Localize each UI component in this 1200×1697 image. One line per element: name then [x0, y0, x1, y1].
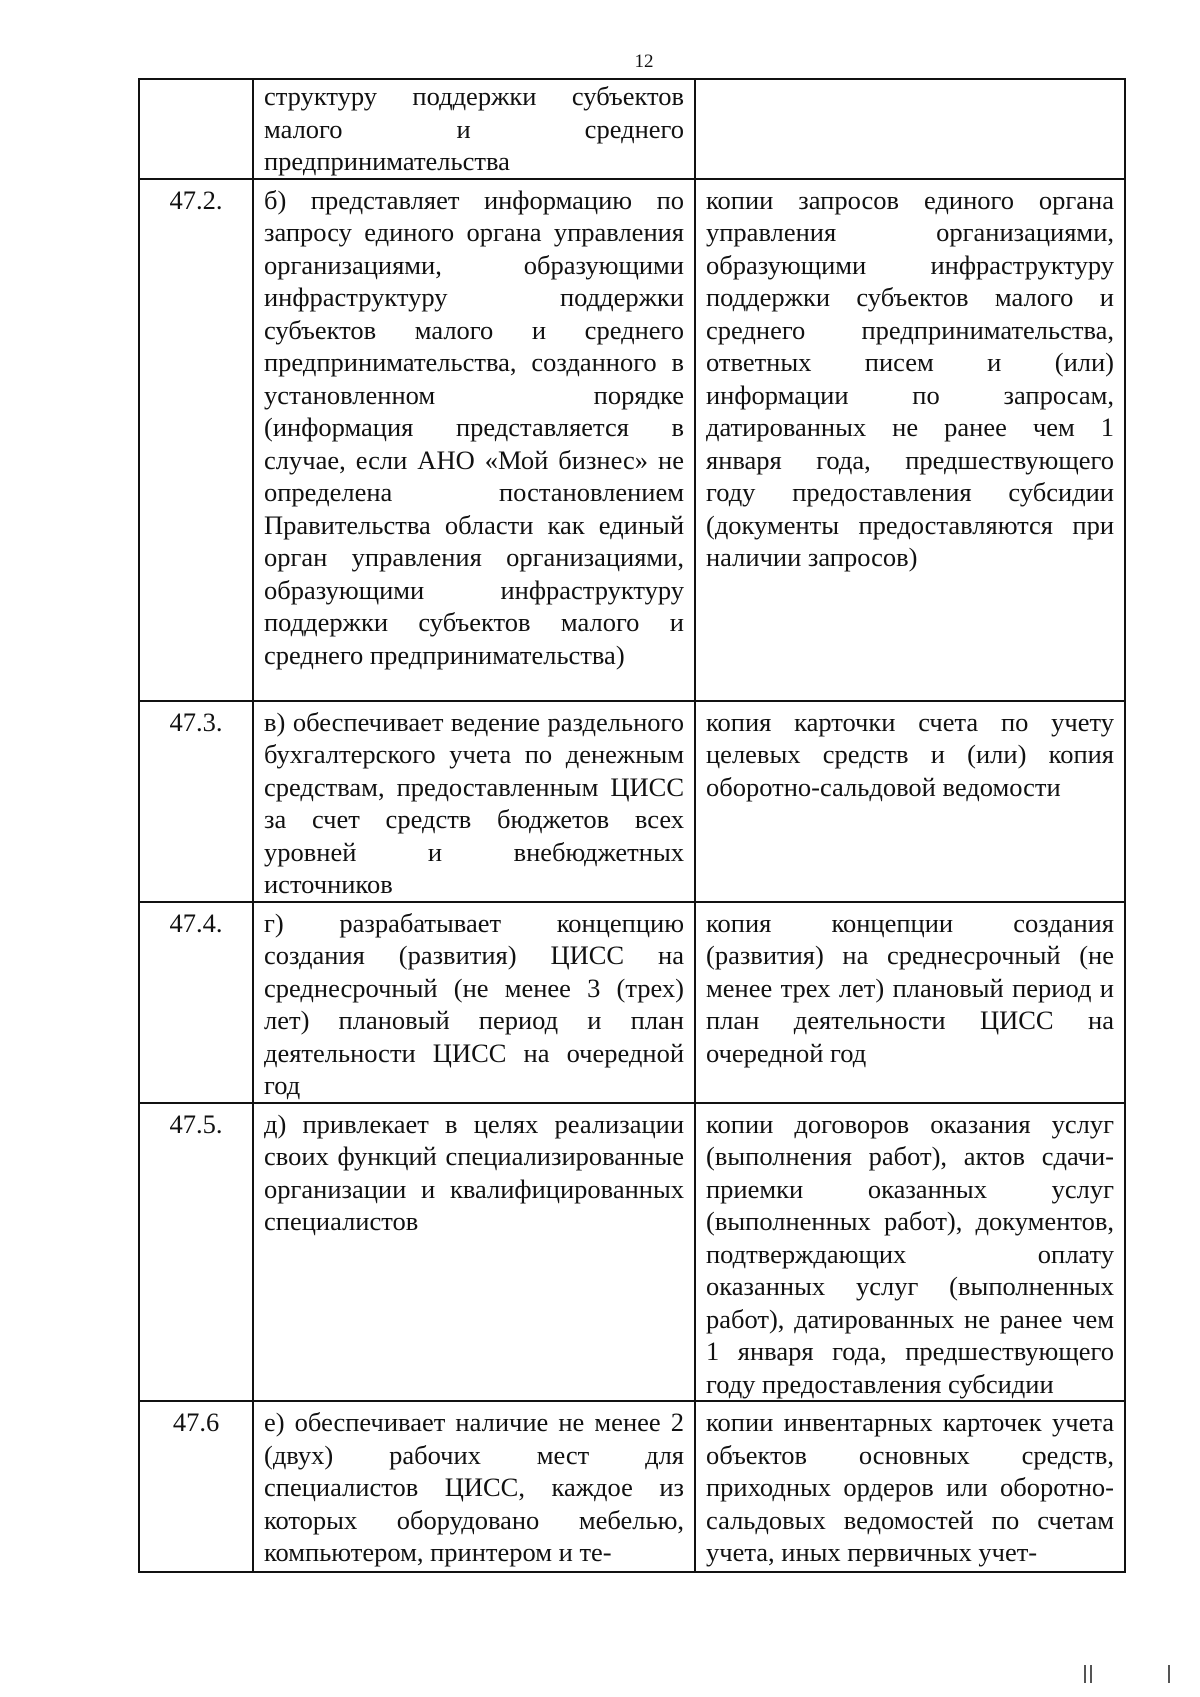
- documents-text: копия концепции создания (развития) на среднесрочный (не менее трех лет) плановый период и план деятельности ЦИСС на очередной год: [695, 902, 1125, 1103]
- page-number: 12: [634, 51, 654, 72]
- scan-artifact: [1090, 1665, 1092, 1683]
- requirement-text: г) разрабатывает концепцию создания (развития) ЦИСС на среднесрочный (не менее 3 (трех) лет) плановый период и план деятельности ЦИСС на очередной год: [253, 902, 695, 1103]
- scan-artifact: [1168, 1665, 1170, 1683]
- item-number: 47.2.: [139, 179, 253, 701]
- item-number: [139, 79, 253, 179]
- item-number: 47.4.: [139, 902, 253, 1103]
- requirement-text: структуру поддержки субъектов малого и среднего предпринимательства: [253, 79, 695, 179]
- documents-text: [695, 79, 1125, 179]
- requirement-text: д) привлекает в целях реализации своих функций специализированные организации и квалифицированных специалистов: [253, 1103, 695, 1402]
- requirements-table: [138, 78, 1126, 1573]
- table-row: [139, 179, 1125, 701]
- item-number: 47.3.: [139, 701, 253, 902]
- requirement-text: б) представляет информацию по запросу единого органа управления организациями, образующими инфраструктуру поддержки субъектов малого и среднего предпринимательства, созданного в установленном порядке (информация представляется в случае, если АНО «Мой бизнес» не определена постановлением Правительства области как единый орган управления организациями, образующими инфраструктуру поддержки субъектов малого и среднего предпринимательства): [253, 179, 695, 701]
- table-row: [139, 701, 1125, 902]
- table-row: [139, 1401, 1125, 1572]
- documents-text: копии инвентарных карточек учета объектов основных средств, приходных ордеров или оборотно-сальдовых ведомостей по счетам учета, иных первичных учет-: [695, 1401, 1125, 1572]
- documents-text: копии запросов единого органа управления организациями, образующими инфраструктуру поддержки субъектов малого и среднего предпринимательства, ответных писем и (или) информации по запросам, датированных не ранее чем 1 января года, предшествующего году предоставления субсидии (документы предоставляются при наличии запросов): [695, 179, 1125, 701]
- requirement-text: в) обеспечивает ведение раздельного бухгалтерского учета по денежным средствам, предоставленным ЦИСС за счет средств бюджетов всех уровней и внебюджетных источников: [253, 701, 695, 902]
- table-row: [139, 902, 1125, 1103]
- documents-text: копия карточки счета по учету целевых средств и (или) копия оборотно-сальдовой ведомости: [695, 701, 1125, 902]
- table-row: [139, 79, 1125, 179]
- documents-text: копии договоров оказания услуг (выполнения работ), актов сдачи-приемки оказанных услуг (выполненных работ), документов, подтверждающих оплату оказанных услуг (выполненных работ), датированных не ранее чем 1 января года, предшествующего году предоставления субсидии: [695, 1103, 1125, 1402]
- requirement-text: е) обеспечивает наличие не менее 2 (двух) рабочих мест для специалистов ЦИСС, каждое из которых оборудовано мебелью, компьютером, принтером и те-: [253, 1401, 695, 1572]
- item-number: 47.5.: [139, 1103, 253, 1402]
- item-number: 47.6: [139, 1401, 253, 1572]
- scan-artifact: [1084, 1665, 1086, 1683]
- table-row: [139, 1103, 1125, 1402]
